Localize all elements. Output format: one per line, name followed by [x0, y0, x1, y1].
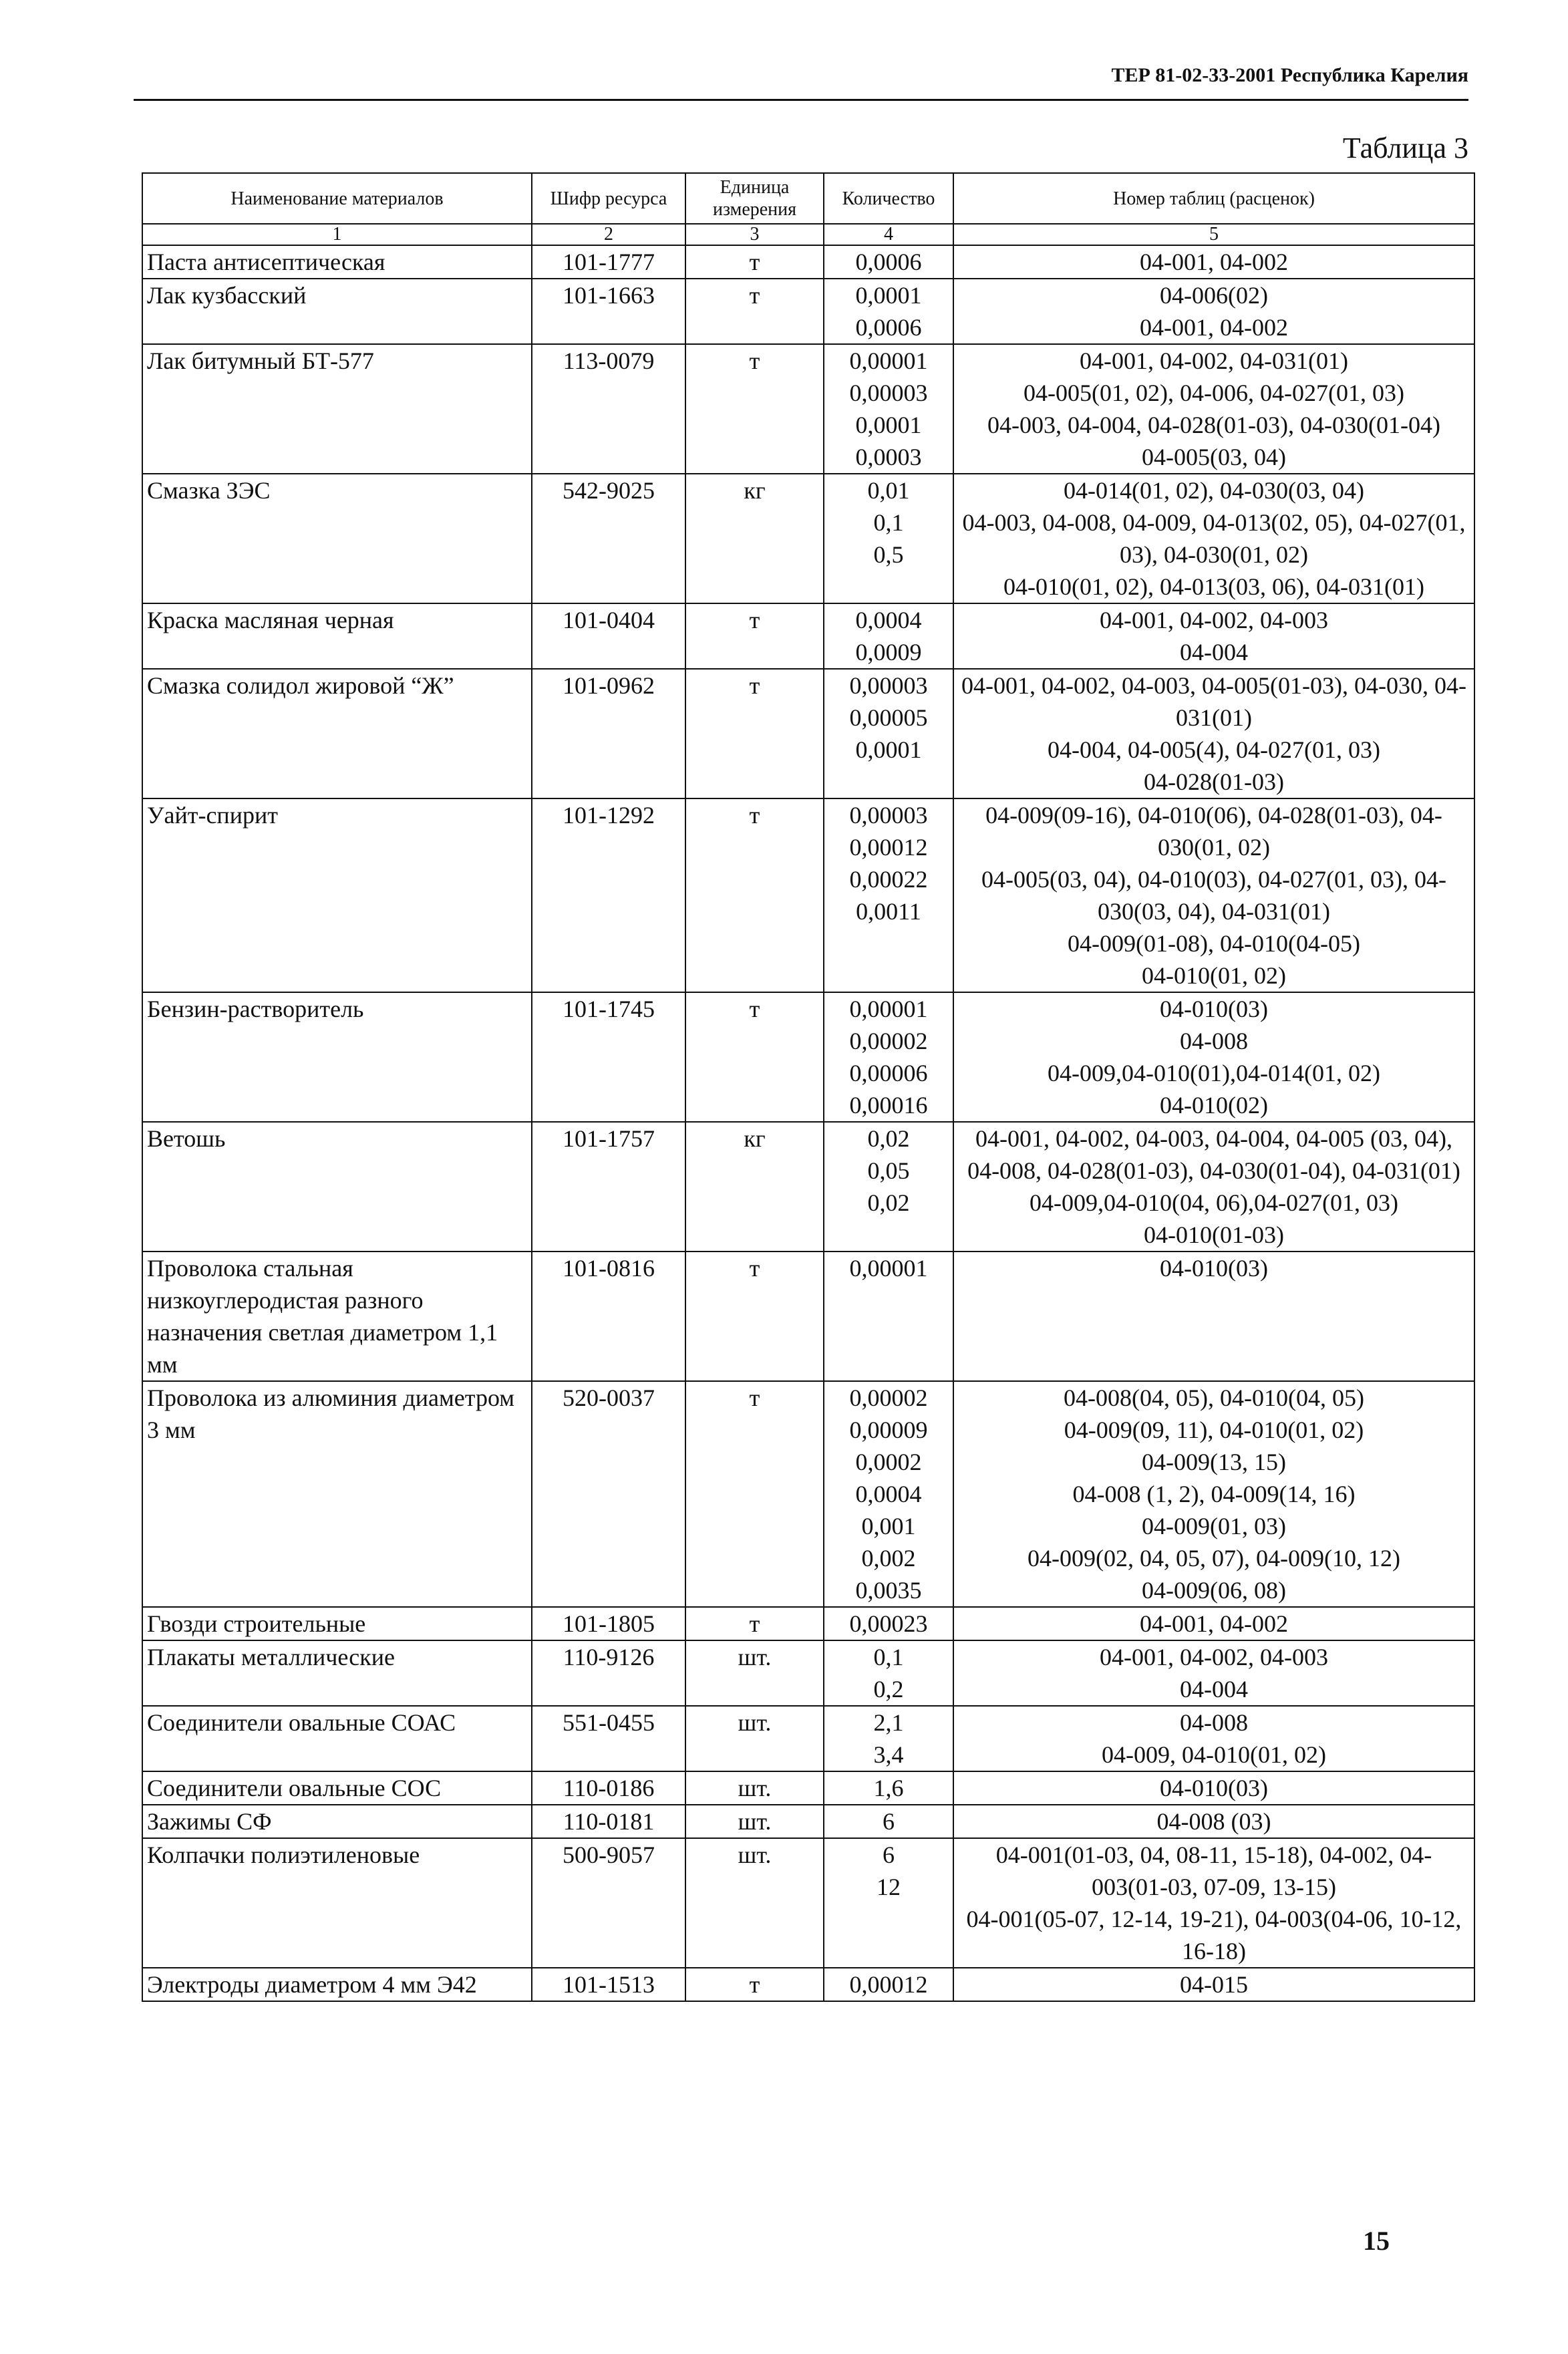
quantity-value: 0,0011	[856, 898, 921, 925]
table-numbers-value: 04-001, 04-002	[1140, 314, 1288, 341]
quantity-cell	[824, 669, 953, 798]
quantity-value: 0,00001	[849, 1255, 928, 1282]
quantity-value: 0,00003	[849, 802, 928, 829]
table-row	[142, 1640, 1474, 1706]
quantity-value: 0,00012	[849, 1971, 928, 1998]
table-row	[142, 474, 1474, 603]
table-numbers-value: 04-001, 04-002, 04-031(01)	[1080, 347, 1348, 374]
resource-code: 101-1805	[532, 1607, 685, 1640]
table-body	[142, 245, 1474, 2001]
quantity-value: 0,0006	[855, 249, 922, 275]
material-name: Проволока стальная низкоуглеродистая разного назначения светлая диаметром 1,1 мм	[142, 1252, 532, 1381]
table-numbers-value: 04-001(05-07, 12-14, 19-21), 04-003(04-06, 10-12, 16-18)	[966, 1906, 1462, 1964]
quantity-cell	[824, 1381, 953, 1607]
table-numbers-value: 04-006(02)	[1160, 282, 1268, 309]
table-row	[142, 669, 1474, 798]
header-rule	[134, 99, 1468, 101]
table-header-row	[142, 173, 1474, 224]
quantity-value: 0,0004	[855, 1481, 922, 1507]
quantity-value: 12	[877, 1874, 901, 1900]
table-numbers-value: 04-008(04, 05), 04-010(04, 05)	[1064, 1384, 1364, 1411]
materials-table	[142, 172, 1475, 2002]
table-numbers-value: 04-008	[1180, 1028, 1248, 1054]
quantity-value: 0,0001	[855, 736, 922, 763]
table-numbers-value: 04-028(01-03)	[1144, 768, 1284, 795]
resource-code: 101-1513	[532, 1968, 685, 2001]
material-name: Лак кузбасский	[142, 279, 532, 344]
quantity-value: 0,0009	[855, 639, 922, 666]
quantity-value: 0,00009	[849, 1417, 928, 1443]
quantity-value: 0,001	[861, 1513, 916, 1539]
table-numbers-value: 04-004	[1180, 1676, 1248, 1703]
table-numbers-value: 04-005(03, 04)	[1142, 444, 1286, 470]
table-numbers-value: 04-001, 04-002, 04-003, 04-005(01-03), 04-030, 04-031(01)	[961, 672, 1466, 731]
resource-code: 113-0079	[532, 344, 685, 474]
table-row	[142, 1381, 1474, 1607]
quantity-cell	[824, 1805, 953, 1838]
table-numbers-value: 04-008	[1180, 1709, 1248, 1736]
table-row	[142, 1607, 1474, 1640]
table-row	[142, 1706, 1474, 1771]
quantity-value: 0,0004	[855, 607, 922, 633]
quantity-value: 0,00005	[849, 704, 928, 731]
unit: т	[685, 1607, 824, 1640]
material-name: Соединители овальные СОАС	[142, 1706, 532, 1771]
table-numbers-cell	[953, 1252, 1474, 1381]
quantity-cell	[824, 798, 953, 992]
quantity-value: 1,6	[873, 1775, 904, 1801]
table-numbers-cell	[953, 245, 1474, 279]
quantity-value: 0,00002	[849, 1384, 928, 1411]
table-row	[142, 603, 1474, 669]
table-row	[142, 992, 1474, 1122]
table-numbers-cell	[953, 279, 1474, 344]
resource-code: 101-1745	[532, 992, 685, 1122]
table-numbers-value: 04-010(01, 02)	[1142, 962, 1286, 989]
quantity-value: 0,01	[867, 477, 910, 504]
column-header: Наименование материалов	[142, 173, 532, 224]
table-numbers-value: 04-005(03, 04), 04-010(03), 04-027(01, 03), 04-030(03, 04), 04-031(01)	[981, 866, 1446, 925]
unit: т	[685, 669, 824, 798]
table-numbers-cell	[953, 1640, 1474, 1706]
quantity-cell	[824, 1968, 953, 2001]
unit: т	[685, 798, 824, 992]
unit: т	[685, 344, 824, 474]
table-numbers-value: 04-005(01, 02), 04-006, 04-027(01, 03)	[1024, 380, 1404, 406]
quantity-cell	[824, 1838, 953, 1968]
material-name: Паста антисептическая	[142, 245, 532, 279]
quantity-cell	[824, 603, 953, 669]
table-numbers-value: 04-004, 04-005(4), 04-027(01, 03)	[1048, 736, 1380, 763]
table-row	[142, 1805, 1474, 1838]
material-name: Проволока из алюминия диаметром 3 мм	[142, 1381, 532, 1607]
table-numbers-cell	[953, 1968, 1474, 2001]
column-header: Количество	[824, 173, 953, 224]
quantity-value: 0,02	[867, 1125, 910, 1152]
quantity-value: 0,00022	[849, 866, 928, 893]
table-numbers-cell	[953, 1805, 1474, 1838]
table-numbers-value: 04-009(01, 03)	[1142, 1513, 1286, 1539]
table-numbers-value: 04-001, 04-002, 04-003, 04-004, 04-005 (03, 04), 04-008, 04-028(01-03), 04-030(01-04), 04-031(01)	[967, 1125, 1460, 1184]
column-header: Номер таблиц (расценок)	[953, 173, 1474, 224]
table-numbers-value: 04-010(03)	[1160, 996, 1268, 1022]
table-numbers-value: 04-009(02, 04, 05, 07), 04-009(10, 12)	[1028, 1545, 1400, 1572]
table-numbers-value: 04-008 (1, 2), 04-009(14, 16)	[1072, 1481, 1356, 1507]
material-name: Ветошь	[142, 1122, 532, 1252]
table-numbers-value: 04-009(09, 11), 04-010(01, 02)	[1064, 1417, 1364, 1443]
table-numbers-value: 04-009(01-08), 04-010(04-05)	[1068, 930, 1360, 957]
table-numbers-value: 04-009,04-010(04, 06),04-027(01, 03)	[1030, 1189, 1398, 1216]
table-row	[142, 1771, 1474, 1805]
table-numbers-cell	[953, 474, 1474, 603]
material-name: Смазка ЗЭС	[142, 474, 532, 603]
quantity-value: 0,2	[873, 1676, 904, 1703]
quantity-value: 6	[883, 1842, 895, 1868]
table-numbers-cell	[953, 1381, 1474, 1607]
quantity-value: 6	[883, 1808, 895, 1835]
table-numbers-value: 04-001, 04-002, 04-003	[1100, 607, 1328, 633]
quantity-value: 0,05	[867, 1157, 910, 1184]
quantity-value: 2,1	[873, 1709, 904, 1736]
unit: т	[685, 1381, 824, 1607]
quantity-value: 0,1	[873, 509, 904, 536]
table-row	[142, 344, 1474, 474]
quantity-value: 0,0002	[855, 1449, 922, 1475]
quantity-value: 0,0006	[855, 314, 922, 341]
table-numbers-cell	[953, 603, 1474, 669]
quantity-value: 0,00006	[849, 1060, 928, 1086]
table-numbers-value: 04-015	[1180, 1971, 1248, 1998]
material-name: Электроды диаметром 4 мм Э42	[142, 1968, 532, 2001]
material-name: Соединители овальные СОС	[142, 1771, 532, 1805]
column-number: 2	[532, 224, 685, 245]
table-numbers-value: 04-009(09-16), 04-010(06), 04-028(01-03), 04-030(01, 02)	[985, 802, 1442, 861]
quantity-value: 0,00003	[849, 672, 928, 699]
table-numbers-cell	[953, 1122, 1474, 1252]
quantity-value: 0,0001	[855, 412, 922, 438]
quantity-value: 0,00016	[849, 1092, 928, 1119]
quantity-value: 0,1	[873, 1644, 904, 1670]
material-name: Смазка солидол жировой “Ж”	[142, 669, 532, 798]
unit: шт.	[685, 1771, 824, 1805]
material-name: Уайт-спирит	[142, 798, 532, 992]
column-number: 4	[824, 224, 953, 245]
quantity-value: 0,0001	[855, 282, 922, 309]
unit: т	[685, 1968, 824, 2001]
page-number: 15	[1363, 2226, 1390, 2256]
table-numbers-value: 04-001, 04-002, 04-003	[1100, 1644, 1328, 1670]
quantity-cell	[824, 992, 953, 1122]
quantity-cell	[824, 1252, 953, 1381]
table-numbers-value: 04-010(03)	[1160, 1775, 1268, 1801]
table-numbers-value: 04-001(01-03, 04, 08-11, 15-18), 04-002, 04-003(01-03, 07-09, 13-15)	[995, 1842, 1432, 1900]
quantity-cell	[824, 344, 953, 474]
material-name: Плакаты металлические	[142, 1640, 532, 1706]
material-name: Краска масляная черная	[142, 603, 532, 669]
quantity-value: 0,0035	[855, 1577, 922, 1604]
quantity-value: 0,0003	[855, 444, 922, 470]
table-row	[142, 1122, 1474, 1252]
resource-code: 551-0455	[532, 1706, 685, 1771]
quantity-value: 0,00003	[849, 380, 928, 406]
table-numbers-value: 04-009(13, 15)	[1142, 1449, 1286, 1475]
column-number: 5	[953, 224, 1474, 245]
table-row	[142, 1968, 1474, 2001]
table-numbers-value: 04-010(01-03)	[1144, 1221, 1284, 1248]
quantity-cell	[824, 1122, 953, 1252]
table-numbers-value: 04-004	[1180, 639, 1248, 666]
material-name: Бензин-растворитель	[142, 992, 532, 1122]
material-name: Зажимы СФ	[142, 1805, 532, 1838]
table-numbers-value: 04-009(06, 08)	[1142, 1577, 1286, 1604]
table-numbers-value: 04-001, 04-002	[1140, 249, 1288, 275]
quantity-cell	[824, 1607, 953, 1640]
table-numbers-value: 04-010(01, 02), 04-013(03, 06), 04-031(01)	[1003, 573, 1424, 600]
column-header: Единица измерения	[685, 173, 824, 224]
resource-code: 101-1757	[532, 1122, 685, 1252]
table-numbers-value: 04-008 (03)	[1156, 1808, 1271, 1835]
table-numbers-cell	[953, 1771, 1474, 1805]
quantity-value: 0,00001	[849, 347, 928, 374]
table-numbers-cell	[953, 798, 1474, 992]
quantity-value: 3,4	[873, 1741, 904, 1768]
table-numbers-cell	[953, 1838, 1474, 1968]
resource-code: 101-1777	[532, 245, 685, 279]
table-numbers-value: 04-003, 04-004, 04-028(01-03), 04-030(01-04)	[987, 412, 1440, 438]
quantity-value: 0,00012	[849, 834, 928, 861]
unit: шт.	[685, 1640, 824, 1706]
quantity-cell	[824, 245, 953, 279]
table-numbers-value: 04-010(03)	[1160, 1255, 1268, 1282]
table-numbers-cell	[953, 992, 1474, 1122]
table-row	[142, 279, 1474, 344]
resource-code: 110-0186	[532, 1771, 685, 1805]
table-row	[142, 245, 1474, 279]
unit: т	[685, 245, 824, 279]
resource-code: 110-9126	[532, 1640, 685, 1706]
table-numbers-cell	[953, 1706, 1474, 1771]
unit: т	[685, 1252, 824, 1381]
quantity-cell	[824, 1706, 953, 1771]
quantity-cell	[824, 279, 953, 344]
material-name: Колпачки полиэтиленовые	[142, 1838, 532, 1968]
unit: шт.	[685, 1706, 824, 1771]
unit: шт.	[685, 1805, 824, 1838]
resource-code: 101-1663	[532, 279, 685, 344]
resource-code: 110-0181	[532, 1805, 685, 1838]
table-numbers-cell	[953, 669, 1474, 798]
column-number: 1	[142, 224, 532, 245]
quantity-value: 0,02	[867, 1189, 910, 1216]
material-name: Гвозди строительные	[142, 1607, 532, 1640]
unit: шт.	[685, 1838, 824, 1968]
unit: кг	[685, 474, 824, 603]
table-numbers-value: 04-009,04-010(01),04-014(01, 02)	[1048, 1060, 1380, 1086]
resource-code: 542-9025	[532, 474, 685, 603]
table-numbers-cell	[953, 344, 1474, 474]
resource-code: 500-9057	[532, 1838, 685, 1968]
resource-code: 520-0037	[532, 1381, 685, 1607]
unit: т	[685, 603, 824, 669]
unit: т	[685, 279, 824, 344]
table-numbers-value: 04-010(02)	[1160, 1092, 1268, 1119]
quantity-cell	[824, 1771, 953, 1805]
quantity-value: 0,5	[873, 541, 904, 568]
table-numbers-value: 04-001, 04-002	[1140, 1610, 1288, 1637]
quantity-value: 0,002	[861, 1545, 916, 1572]
table-numbers-value: 04-009, 04-010(01, 02)	[1102, 1741, 1326, 1768]
table-caption: Таблица 3	[1342, 132, 1468, 164]
quantity-value: 0,00001	[849, 996, 928, 1022]
document-header: ТЕР 81-02-33-2001 Республика Карелия	[1111, 64, 1468, 86]
resource-code: 101-0816	[532, 1252, 685, 1381]
table-row	[142, 1838, 1474, 1968]
resource-code: 101-0404	[532, 603, 685, 669]
unit: кг	[685, 1122, 824, 1252]
table-numbers-cell	[953, 1607, 1474, 1640]
quantity-value: 0,00002	[849, 1028, 928, 1054]
quantity-value: 0,00023	[849, 1610, 928, 1637]
table-row	[142, 1252, 1474, 1381]
table-numbers-value: 04-003, 04-008, 04-009, 04-013(02, 05), 04-027(01, 03), 04-030(01, 02)	[962, 509, 1466, 568]
quantity-cell	[824, 474, 953, 603]
table-row	[142, 798, 1474, 992]
resource-code: 101-0962	[532, 669, 685, 798]
material-name: Лак битумный БТ-577	[142, 344, 532, 474]
resource-code: 101-1292	[532, 798, 685, 992]
column-header: Шифр ресурса	[532, 173, 685, 224]
column-number-row	[142, 224, 1474, 245]
table-numbers-value: 04-014(01, 02), 04-030(03, 04)	[1064, 477, 1364, 504]
quantity-cell	[824, 1640, 953, 1706]
column-number: 3	[685, 224, 824, 245]
unit: т	[685, 992, 824, 1122]
